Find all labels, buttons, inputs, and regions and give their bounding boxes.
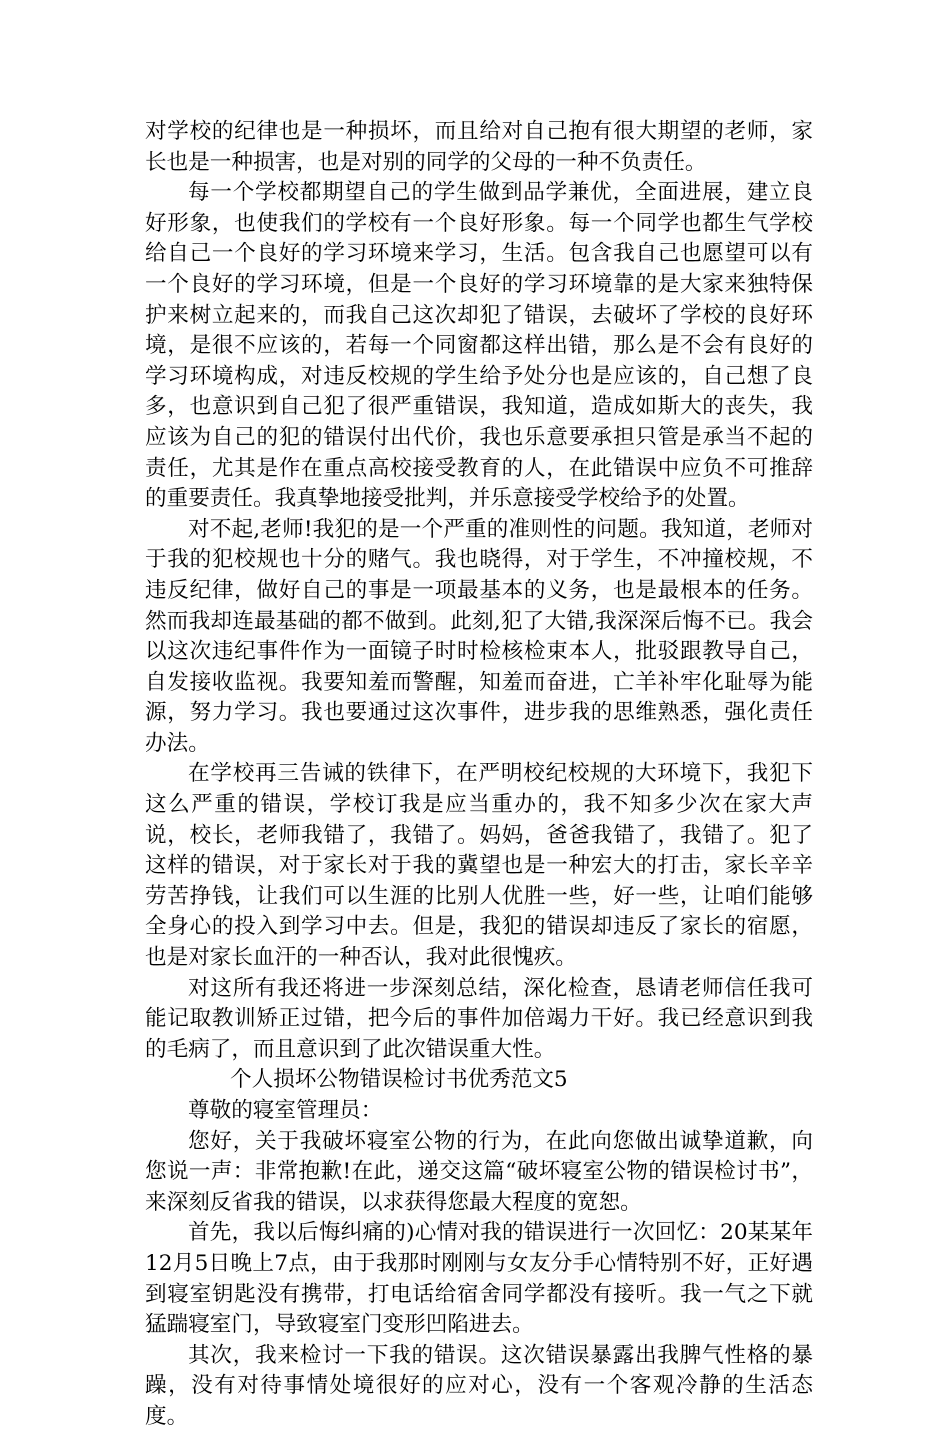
paragraph: 您好，关于我破坏寝室公物的行为，在此向您做出诚挚道歉，向您说一声：非常抱歉!在此，递交这篇“破坏寝室公物的错误检讨书”，来深刻反省我的错误，以求获得您最大程度的宽恕。 [145,1128,813,1215]
paragraph: 对不起,老师!我犯的是一个严重的准则性的问题。我知道，老师对于我的犯校规也十分的赌气。我也晓得，对于学生，不冲撞校规，不违反纪律，做好自己的事是一项最基本的义务，也是最根本的任务。然而我却连最基础的都不做到。此刻,犯了大错,我深深后悔不已。我会以这次违纪事件作为一面镜子时时检核检束本人，批驳跟教导自己，自发接收监视。我要知羞而警醒，知羞而奋进，亡羊补牢化耻辱为能源，努力学习。我也要通过这次事件，进步我的思维熟悉，强化责任办法。 [145,516,813,756]
section-title: 个人损坏公物错误检讨书优秀范文5 [230,1067,568,1093]
document-page [145,117,813,1433]
paragraph: 每一个学校都期望自己的学生做到品学兼优，全面进展，建立良好形象，也使我们的学校有一个良好形象。每一个同学也都生气学校给自己一个良好的学习环境来学习，生活。包含我自己也愿望可以有一个良好的学习环境，但是一个良好的学习环境靠的是大家来独特保护来树立起来的，而我自己这次却犯了错误，去破坏了学校的良好环境，是很不应该的，若每一个同窗都这样出错，那么是不会有良好的学习环境构成，对违反校规的学生给予处分也是应该的，自己想了良多，也意识到自己犯了很严重错误，我知道，造成如斯大的丧失，我应该为自己的犯的错误付出代价，我也乐意要承担只管是承当不起的责任，尤其是作在重点高校接受教育的人，在此错误中应负不可推辞的重要责任。我真挚地接受批判，并乐意接受学校给予的处置。 [145,180,813,512]
salutation: 尊敬的寝室管理员： [188,1098,383,1123]
paragraph: 首先，我以后悔纠痛的)心情对我的错误进行一次回忆：20某某年12月5日晚上7点，由于我那时刚刚与女友分手心情特别不好，正好遇到寝室钥匙没有携带，打电话给宿舍同学都没有接听。我一气之下就猛踹寝室门，导致寝室门变形凹陷进去。 [145,1220,813,1338]
paragraph: 对这所有我还将进一步深刻总结，深化检查，恳请老师信任我可能记取教训矫正过错，把今后的事件加倍竭力干好。我已经意识到我的毛病了，而且意识到了此次错误重大性。 [145,975,813,1062]
paragraph: 其次，我来检讨一下我的错误。这次错误暴露出我脾气性格的暴躁，没有对待事情处境很好的应对心，没有一个客观冷静的生活态度。 [145,1342,813,1429]
paragraph: 在学校再三告诫的铁律下，在严明校纪校规的大环境下，我犯下这么严重的错误，学校订我是应当重办的，我不知多少次在家大声说，校长，老师我错了，我错了。妈妈，爸爸我错了，我错了。犯了这样的错误，对于家长对于我的冀望也是一种宏大的打击，家长辛辛劳苦挣钱，让我们可以生涯的比别人优胜一些，好一些，让咱们能够全身心的投入到学习中去。但是，我犯的错误却违反了家长的宿愿，也是对家长血汗的一种否认，我对此很愧疚。 [145,761,813,971]
paragraph: 对学校的纪律也是一种损坏，而且给对自己抱有很大期望的老师，家长也是一种损害，也是对别的同学的父母的一种不负责任。 [145,119,813,175]
